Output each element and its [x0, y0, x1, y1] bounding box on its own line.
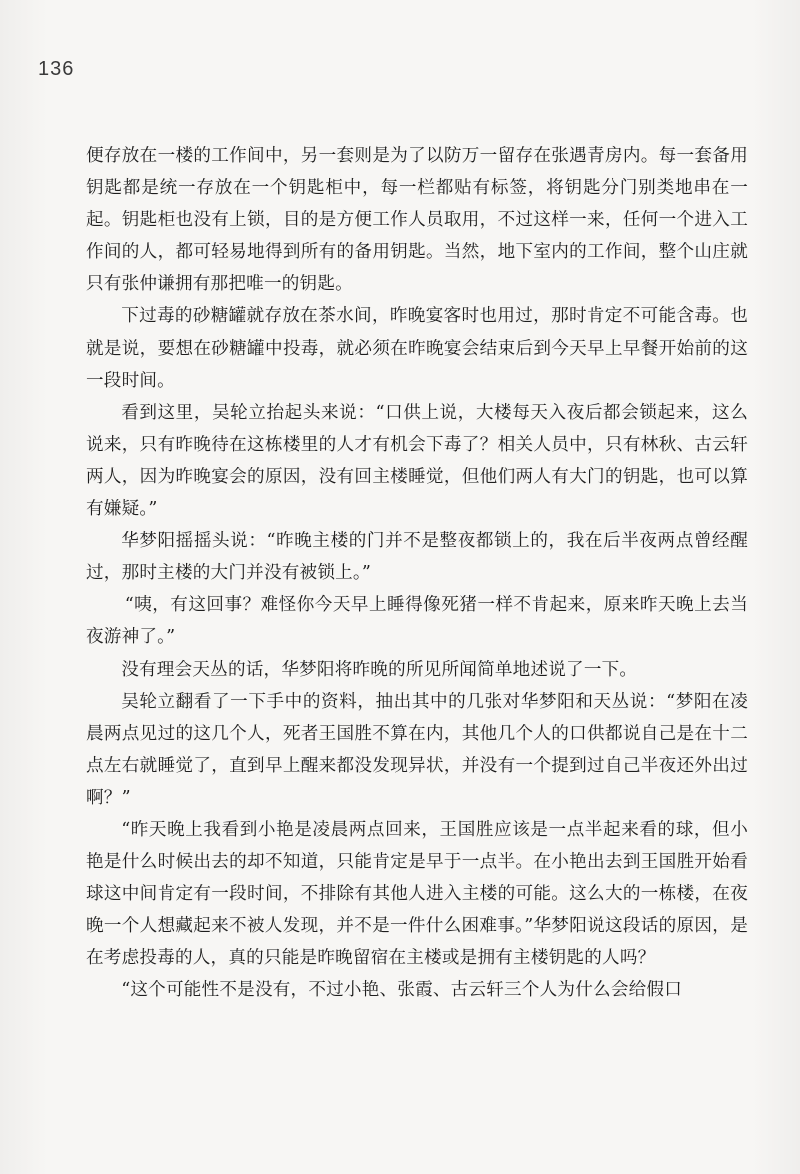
paragraph-2: 下过毒的砂糖罐就存放在茶水间，昨晚宴客时也用过，那时肯定不可能含毒。也就是说，要想在砂糖罐中投毒，就必须在昨晚宴会结束后到今天早上早餐开始前的这一段时间。: [86, 306, 748, 391]
paragraph-4: 华梦阳摇摇头说：“昨晚主楼的门并不是整夜都锁上的，我在后半夜两点曾经醒过，那时主楼的大门并没有被锁上。”: [86, 531, 748, 584]
body-text: [86, 140, 748, 1007]
paragraph-1: 便存放在一楼的工作间中，另一套则是为了以防万一留存在张遇青房内。每一套备用钥匙都是统一存放在一个钥匙柜中，每一栏都贴有标签，将钥匙分门别类地串在一起。钥匙柜也没有上锁，目的是方便工作人员取用，不过这样一来，任何一个进入工作间的人，都可轻易地得到所有的备用钥匙。当然，地下室内的工作间，整个山庄就只有张仲谦拥有那把唯一的钥匙。: [86, 146, 748, 295]
paragraph-5: “咦，有这回事？难怪你今天早上睡得像死猪一样不肯起来，原来昨天晚上去当夜游神了。”: [86, 595, 748, 648]
paragraph-3: 看到这里，吴轮立抬起头来说：“口供上说，大楼每天入夜后都会锁起来，这么说来，只有昨晚待在这栋楼里的人才有机会下毒了？相关人员中，只有林秋、古云轩两人，因为昨晚宴会的原因，没有回主楼睡觉，但他们两人有大门的钥匙，也可以算有嫌疑。”: [86, 402, 748, 520]
paragraph-8: “昨天晚上我看到小艳是凌晨两点回来，王国胜应该是一点半起来看的球，但小艳是什么时候出去的却不知道，只能肯定是早于一点半。在小艳出去到王国胜开始看球这中间肯定有一段时间，不排除有其他人进入主楼的可能。这么大的一栋楼，在夜晚一个人想藏起来不被人发现，并不是一件什么困难事。”华梦阳说这段话的原因，是在考虑投毒的人，真的只能是昨晚留宿在主楼或是拥有主楼钥匙的人吗？: [86, 819, 748, 969]
paragraph-9: “这个可能性不是没有，不过小艳、张霞、古云轩三个人为什么会给假口: [121, 980, 682, 1001]
page-number: 136: [38, 58, 75, 80]
paragraph-7: 吴轮立翻看了一下手中的资料，抽出其中的几张对华梦阳和天丛说：“梦阳在凌晨两点见过的这几个人，死者王国胜不算在内，其他几个人的口供都说自己是在十二点左右就睡觉了，直到早上醒来都没发现异状，并没有一个提到过自己半夜还外出过啊？”: [86, 691, 748, 808]
paragraph-6: 没有理会天丛的话，华梦阳将昨晚的所见所闻简单地述说了一下。: [121, 659, 638, 680]
